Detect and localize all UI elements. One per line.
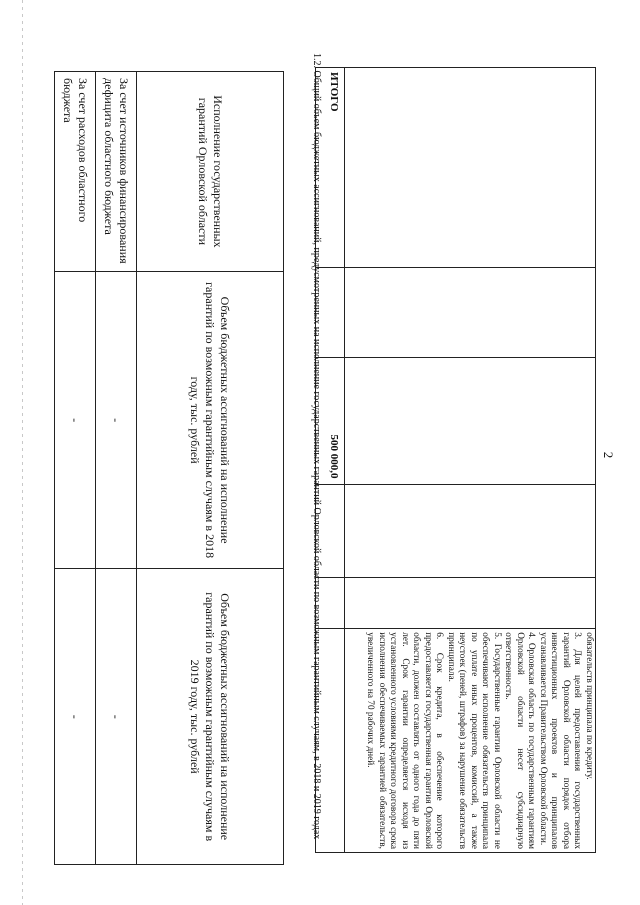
table-cell bbox=[345, 267, 596, 357]
table-cell bbox=[345, 578, 596, 629]
section-heading: 1.2. Общий объем бюджетных ассигнований, предусмотренных на исполнение государственных гарантий Орловской области по возможным гарантийным случаям, в 2018 и 2019 годах bbox=[311, 53, 322, 840]
value-2019: - bbox=[96, 569, 137, 865]
value-2019: - bbox=[55, 569, 96, 865]
header-row bbox=[137, 72, 284, 865]
column-header: Объем бюджетных ассигнований на исполнение гарантий по возможным гарантийным случаям в 2019 году, тыс. рублей bbox=[137, 569, 284, 865]
row-label: За счет источников финансирования дефицита областного бюджета bbox=[96, 72, 137, 272]
column-header: Объем бюджетных ассигнований на исполнение гарантий по возможным гарантийным случаям в 2018 году, тыс. рублей bbox=[137, 271, 284, 569]
table-row bbox=[55, 72, 96, 865]
table-row bbox=[345, 68, 596, 853]
value-2018: - bbox=[55, 271, 96, 569]
guarantee-conditions-cell bbox=[345, 629, 596, 853]
condition-paragraph: 3. Для целей предоставления государственных гарантий Орловской области порядок отбора инвестиционных проектов и принципалов устанавливается Правительством Орловской области. bbox=[538, 632, 583, 849]
allocations-table bbox=[54, 71, 284, 865]
table-cell bbox=[345, 68, 596, 268]
row-label: За счет расходов областного бюджета bbox=[55, 72, 96, 272]
rotated-sheet bbox=[22, 25, 622, 885]
condition-paragraph: 6. Срок кредита, в обеспечение которого предоставляется государственная гарантия Орловской области, должен составлять от одного года до пяти лет. Срок гарантии определяется исходя из установленного условиями кредитного договора срока исполнения обеспечиваемых гарантией обязательств, увеличенного на 70 рабочих дней. bbox=[365, 632, 445, 849]
guarantees-table bbox=[315, 67, 596, 853]
total-value: 500 000,0 bbox=[316, 357, 345, 485]
column-header: Исполнение государственных гарантий Орловской области bbox=[137, 72, 284, 272]
condition-paragraph: 5. Государственные гарантии Орловской области не обеспечивают исполнение обязательств принципала по уплате иных процентов, комиссий, а также неустоек (пеней, штрафов) за нарушение обязательств принципала. bbox=[446, 632, 502, 849]
condition-paragraph: обязательств принципала по кредиту. bbox=[584, 632, 594, 780]
condition-paragraph: 4. Орловская область по государственным гарантиям Орловской области несет субсидиарную ответственность. bbox=[503, 632, 537, 849]
table-cell bbox=[345, 485, 596, 578]
total-label: ИТОГО bbox=[316, 68, 345, 268]
table-row bbox=[96, 72, 137, 865]
page-number: 2 bbox=[601, 451, 616, 459]
table-cell bbox=[345, 357, 596, 485]
value-2018: - bbox=[96, 271, 137, 569]
